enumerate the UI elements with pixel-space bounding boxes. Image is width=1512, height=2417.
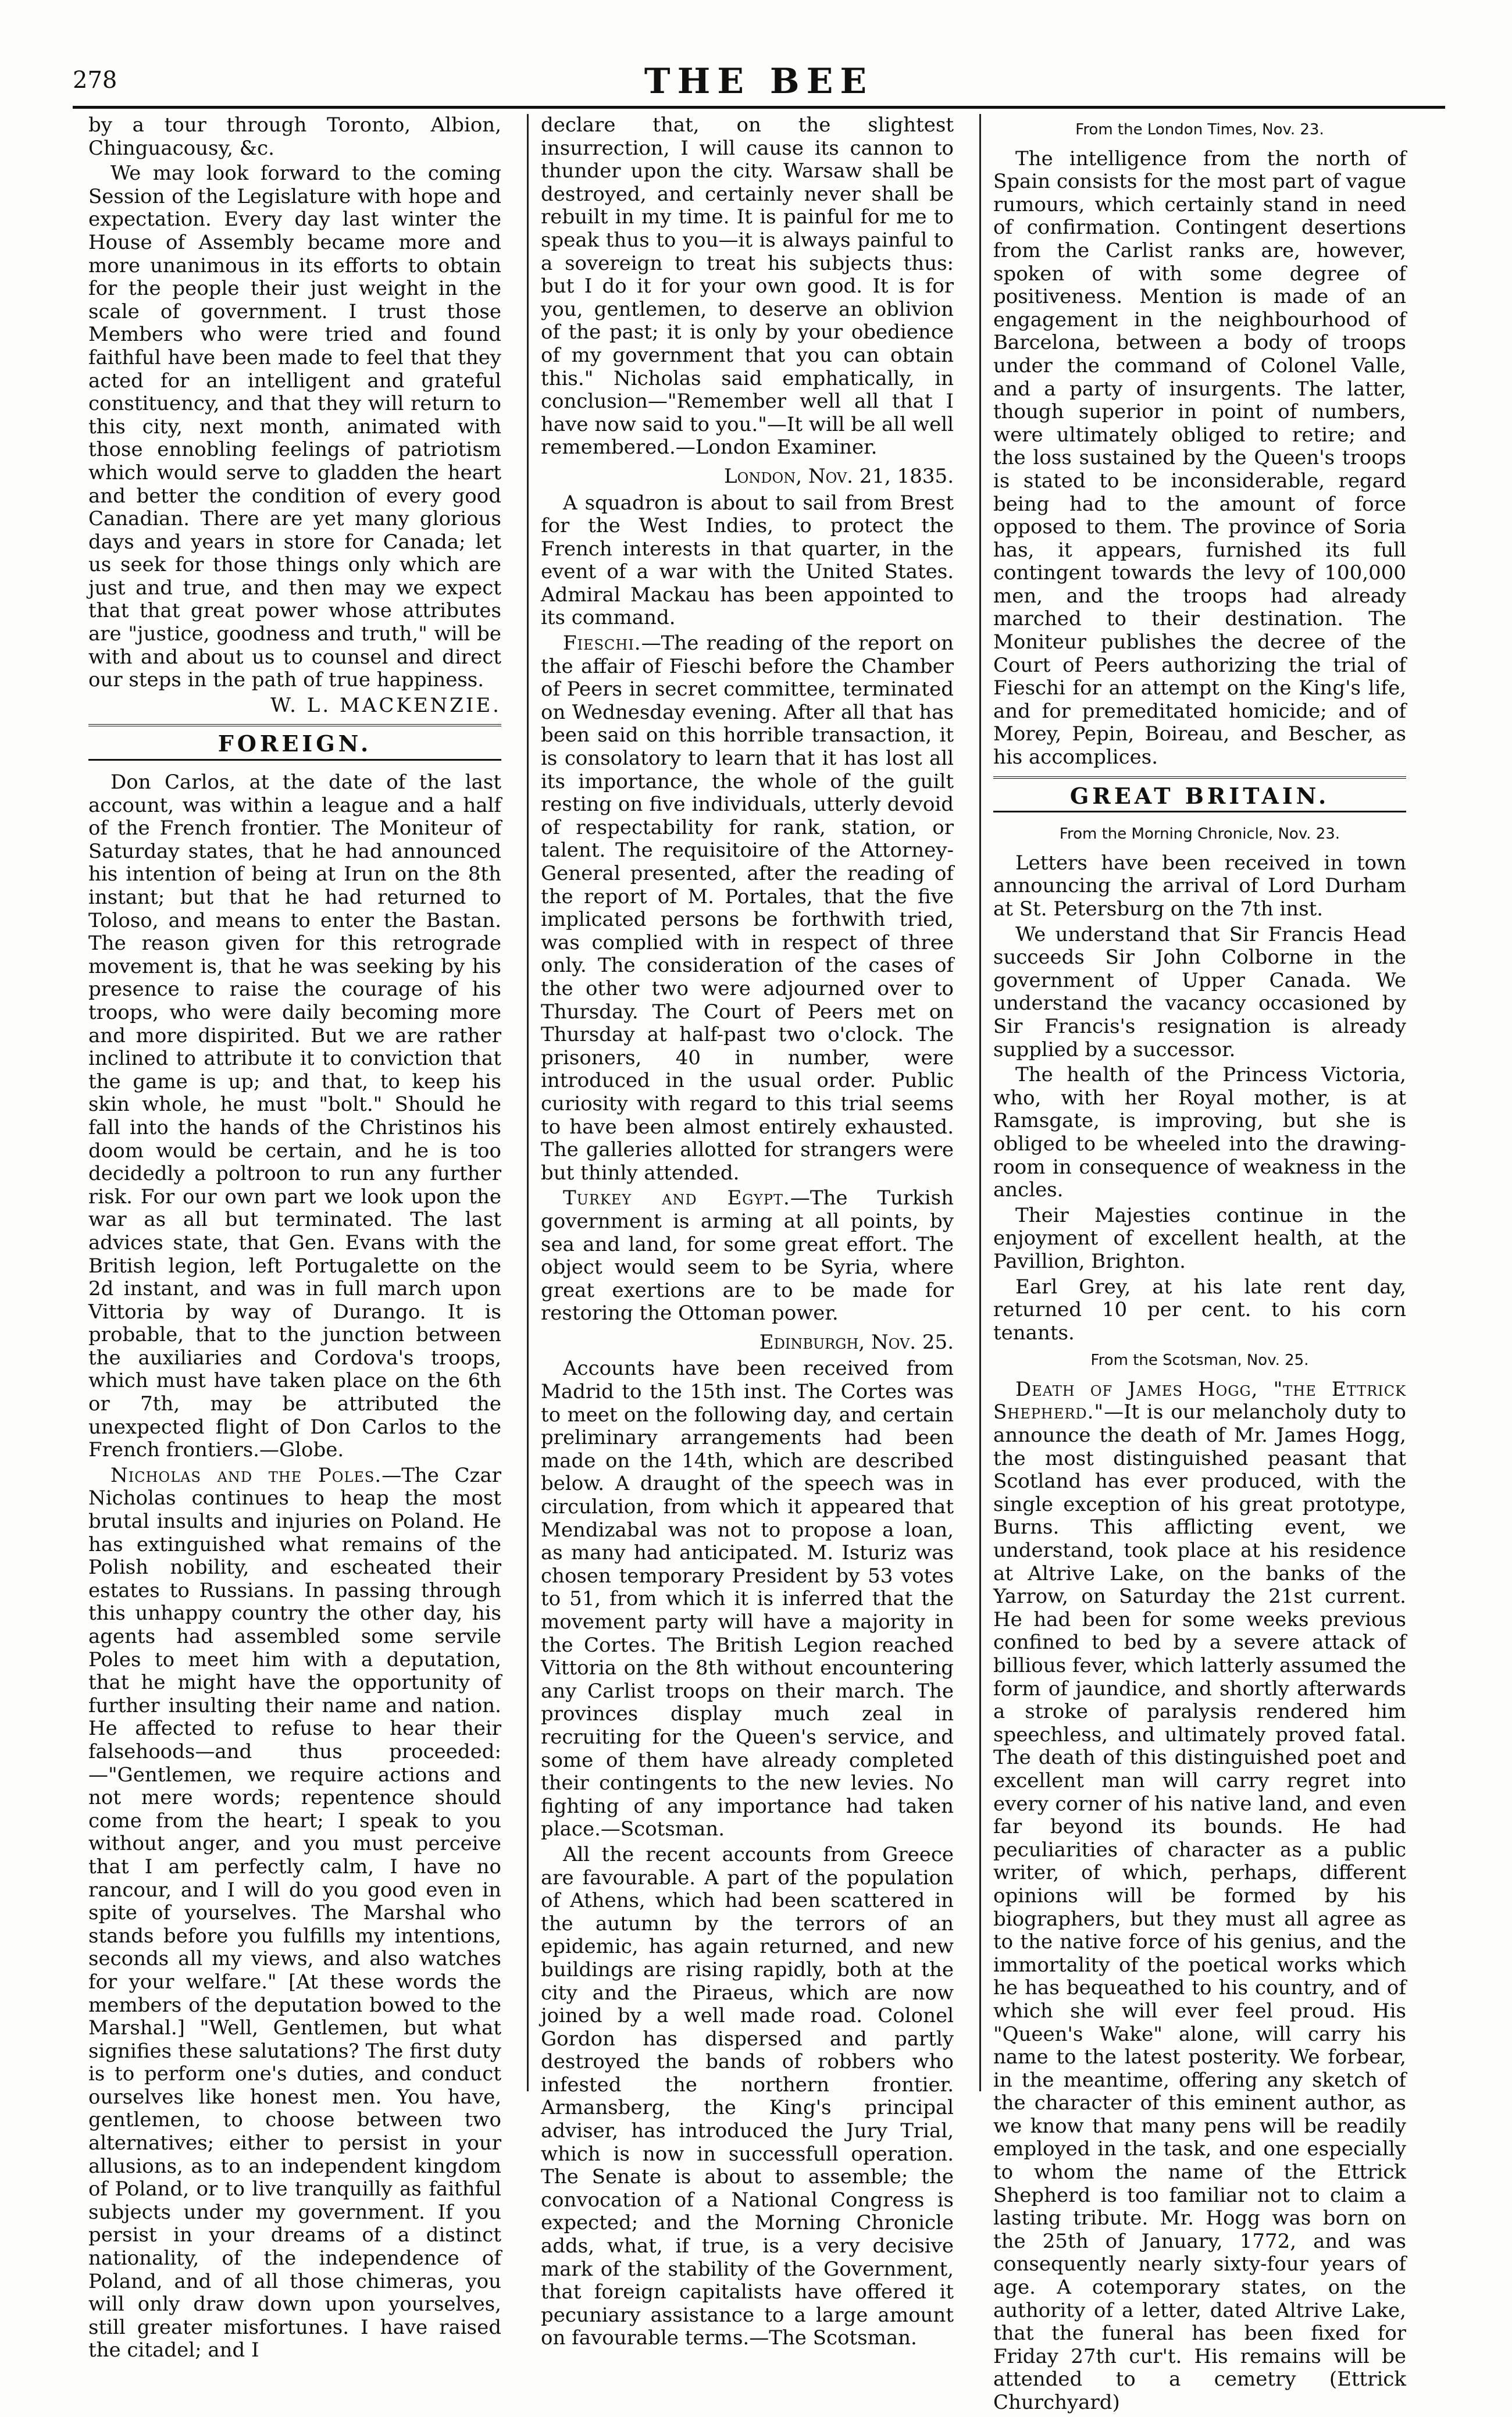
article-lead: Fieschi.: [563, 632, 641, 655]
article-paragraph: declare that, on the slightest insurrection, I will cause its cannon to thunder upon the city. Warsaw shall be destroyed, and certainly never shall be rebuilt in my time. It is painful for me to speak thus to you—it is always painful to a sovereign to treat his subjects thus: but I do it for your own good. It is for you, gentlemen, to deserve an oblivion of the past; it is only by your obedience of my government that you can obtain this." Nicholas said emphatically, in conclusion—"Remember well all that I have now said to you."—It will be all well remembered.—London Examiner.: [541, 113, 954, 459]
masthead: [73, 61, 1445, 102]
column-3: [993, 114, 1406, 2417]
source-line: From the Morning Chronicle, Nov. 23.: [1059, 825, 1340, 843]
article-paragraph: Letters have been received in town announcing the arrival of Lord Durham at St. Petersburg on the 7th inst.: [993, 851, 1406, 921]
article-paragraph: Their Majesties continue in the enjoyment of excellent health, at the Pavillion, Brighton.: [993, 1203, 1406, 1273]
article-paragraph: [541, 1187, 954, 1325]
article-paragraph: [993, 1378, 1406, 2415]
paper-title: THE BEE: [644, 61, 874, 102]
article-paragraph: Don Carlos, at the date of the last account, was within a league and a half of the French frontier. The Moniteur of Saturday states, that he had announced his intention of being at Irun on the 8th instant; but that he had returned to Toloso, and means to enter the Bastan. The reason given for this retrograde movement is, that he was seeking by his presence to raise the courage of his troops, who were daily becoming more and more dispirited. But we are rather inclined to attribute it to conviction that the game is up; and that, to keep his skin whole, he must "bolt." Should he fall into the hands of the Christinos his doom would be certain, and he is too decidedly a poltroon to run any further risk. For our own part we look upon the war as all but terminated. The last advices state, that Gen. Evans with the British legion, left Portugalette on the 2d instant, and was in full march upon Vittoria by way of Durango. It is probable, that to the junction between the auxiliaries and Cordova's troops, which must have taken place on the 6th or 7th, may be attributed the unexpected flight of Don Carlos to the French frontiers.—Globe.: [88, 771, 501, 1462]
article-body: —The Czar Nicholas continues to heap the most brutal insults and injuries on Poland. He has extinguished what remains of the Polish nobility, and escheated their estates to Russians. In passing through this unhappy country the other day, his agents had assembled some servile Poles to meet him with a deputation, that he might have the opportunity of further insulting their name and nation. He affected to refuse to hear their falsehoods—and thus proceeded:—"Gentlemen, we require actions and not mere words; repentence should come from the heart; I speak to you without anger, and you must perceive that I am perfectly calm, I have no rancour, and I will do you good even in spite of yourselves. The Marshal who stands before you fulfills my intentions, seconds all my views, and also watches for your welfare." [At these words the members of the deputation bowed to the Marshal.] "Well, Gentlemen, but what signifies these salutations? The first duty is to perform one's duties, and conduct ourselves like honest men. You have, gentlemen, to choose between two alternatives; either to persist in your allusions, as to an independent kingdom of Poland, or to live tranquilly as faithful subjects under my government. If you persist in your dreams of a distinct nationality, of the independence of Poland, and of all those chimeras, you will only draw down upon yourselves, still greater misfortunes. I have raised the citadel; and I: [88, 1463, 501, 2362]
column-1: [88, 114, 501, 2365]
article-paragraph: All the recent accounts from Greece are favourable. A part of the population of Athens, which had been scattered in the autumn by the terrors of an epidemic, has again returned, and new buildings are rising rapidly, both at the city and the Piraeus, which are now joined by a well made road. Colonel Gordon has dispersed and partly destroyed the bands of robbers who infested the northern frontier. Armansberg, the King's principal adviser, has introduced the Jury Trial, which is now in successfull operation. The Senate is about to assemble; the convocation of a National Congress is expected; and the Morning Chronicle adds, what, if true, is a very decisive mark of the stability of the Government, that foreign capitalists have offered it pecuniary assistance to a large amount on favourable terms.—The Scotsman.: [541, 1842, 954, 2350]
article-paragraph: [541, 632, 954, 1185]
section-heading-great-britain: GREAT BRITAIN.: [993, 776, 1406, 813]
article-paragraph: Accounts have been received from Madrid to the 15th inst. The Cortes was to meet on the following day, and certain preliminary arrangements had been made on the 14th, which are described below. A draught of the speech was in circulation, from which it appeared that Mendizabal was not to propose a loan, as many had anticipated. M. Isturiz was chosen temporary President by 53 votes to 51, from which it is inferred that the movement party will have a majority in the Cortes. The British Legion reached Vittoria on the 8th without encountering any Carlist troops on their march. The provinces display much zeal in recruiting for the Queen's service, and some of them have already completed their contingents to the new levies. No fighting of any importance had taken place.—Scotsman.: [541, 1357, 954, 1841]
dateline: London, Nov. 21, 1835.: [724, 464, 954, 488]
article-paragraph: We may look forward to the coming Session of the Legislature with hope and expectation. Every day last winter the House of Assembly became more and more unanimous in its efforts to obtain for the people their just weight in the scale of government. I trust those Members who were tried and found faithful have been made to feel that they acted for an intelligent and grateful constituency, and that they will return to this city, next month, animated with those ennobling feelings of patriotism which would serve to gladden the heart and better the condition of every good Canadian. There are yet many glorious days and years in store for Canada; let us seek for those things only which are just and true, and then may we expect that that great power whose attributes are "justice, goodness and truth," will be with and about us to counsel and direct our steps in the path of true happiness.: [88, 162, 501, 692]
article-paragraph: The intelligence from the north of Spain consists for the most part of vague rumours, which certainly stand in need of confirmation. Contingent desertions from the Carlist ranks are, however, spoken of with some degree of positiveness. Mention is made of an engagement in the neighbourhood of Barcelona, between a body of troops under the command of Colonel Valle, and a party of insurgents. The latter, though superior in point of numbers, were ultimately obliged to retire; and the loss sustained by the Queen's troops is stated to be inconsiderable, regard being had to the amount of force opposed to them. The province of Soria has, it appears, furnished its full contingent towards the levy of 100,000 men, and the troops had already marched to their destination. The Moniteur publishes the decree of the Court of Peers authorizing the trial of Fieschi for an attempt on the King's life, and for premeditated homicide; and of Morey, Pepin, Boireau, and Bescher, as his accomplices.: [993, 147, 1406, 769]
article-paragraph: Earl Grey, at his late rent day, returned 10 per cent. to his corn tenants.: [993, 1275, 1406, 1345]
article-paragraph: The health of the Princess Victoria, who, with her Royal mother, is at Ramsgate, is improving, but she is obliged to be wheeled into the drawing-room in consequence of weakness in the ancles.: [993, 1063, 1406, 1202]
article-body: —The Turkish government is arming at all points, by sea and land, for some great effort. The object would seem to be Syria, where great exertions are to be made for restoring the Ottoman power.: [541, 1186, 954, 1325]
article-paragraph: We understand that Sir Francis Head succeeds Sir John Colborne in the government of Upper Canada. We understand the vacancy occasioned by Sir Francis's resignation is already supplied by a successor.: [993, 922, 1406, 1061]
section-heading-foreign: FOREIGN.: [88, 724, 501, 761]
article-body: —It is our melancholy duty to announce the death of Mr. James Hogg, the most distinguished peasant that Scotland has ever produced, with the single exception of his great prototype, Burns. This afflicting event, we understand, took place at his residence at Altrive Lake, on the banks of the Yarrow, on Saturday the 21st current. He had been for some weeks previous confined to bed by a severe attack of billious fever, which latterly assumed the form of jaundice, and shortly afterwards a stroke of paralysis rendered him speechless, and ultimately proved fatal. The death of this distinguished poet and excellent man will carry regret into every corner of his native land, and even far beyond its bounds. He had peculiarities of character as a public writer, of which, perhaps, different opinions will be formed by his biographers, but they must all agree as to the native force of his genius, and the immortality of the poetical works which he has bequeathed to his country, and of which she will ever feel proud. His "Queen's Wake" alone, will carry his name to the latest posterity. We forbear, in the meantime, offering any sketch of the character of this eminent author, as we know that many pens will be readily employed in the task, and one especially to whom the name of the Ettrick Shepherd is too familiar not to claim a lasting tribute. Mr. Hogg was born on the 25th of January, 1772, and was consequently nearly sixty-four years of age. A cotemporary states, on the authority of a letter, dated Altrive Lake, that the funeral has been fixed for Friday 27th cur't. His remains will be attended to a cemetry (Ettrick Churchyard): [993, 1400, 1406, 2414]
article-body: —The reading of the report on the affair of Fieschi before the Chamber of Peers in secret committee, terminated on Wednesday evening. After all that has been said on this horrible transaction, it is consolatory to learn that it has lost all its importance, the whole of the guilt resting on five individuals, utterly devoid of respectability for rank, station, or talent. The requisitoire of the Attorney-General presented, after the reading of the report of M. Portales, that the five implicated persons be forthwith tried, was complied with in respect of three only. The consideration of the cases of the other two were adjourned over to Thursday. The Court of Peers met on Thursday at half-past two o'clock. The prisoners, 40 in number, were introduced in the usual order. Public curiosity with regard to this trial seems to have been almost entirely exhausted. The galleries allotted for strangers were but thinly attended.: [541, 632, 954, 1185]
article-paragraph: by a tour through Toronto, Albion, Chinguacousy, &c.: [88, 113, 501, 160]
source-line: From the Scotsman, Nov. 25.: [1090, 1352, 1309, 1370]
source-line: From the London Times, Nov. 23.: [1075, 121, 1324, 138]
dateline: Edinburgh, Nov. 25.: [759, 1330, 954, 1354]
header-rule: [73, 106, 1445, 109]
article-lead: Death of James Hogg, "the Ettrick Shepherd.": [993, 1377, 1406, 1424]
column-divider: [527, 114, 529, 2091]
page-number: 278: [73, 67, 117, 94]
column-2: [541, 114, 954, 2352]
article-paragraph: A squadron is about to sail from Brest for the West Indies, to protect the French interests in that quarter, in the event of a war with the United States. Admiral Mackau has been appointed to its command.: [541, 491, 954, 630]
article-paragraph: [88, 1464, 501, 2362]
article-lead: Turkey and Egypt.: [563, 1186, 790, 1210]
column-divider: [979, 114, 981, 2091]
signature: W. L. MACKENZIE.: [270, 693, 501, 717]
article-lead: Nicholas and the Poles.: [110, 1463, 382, 1487]
